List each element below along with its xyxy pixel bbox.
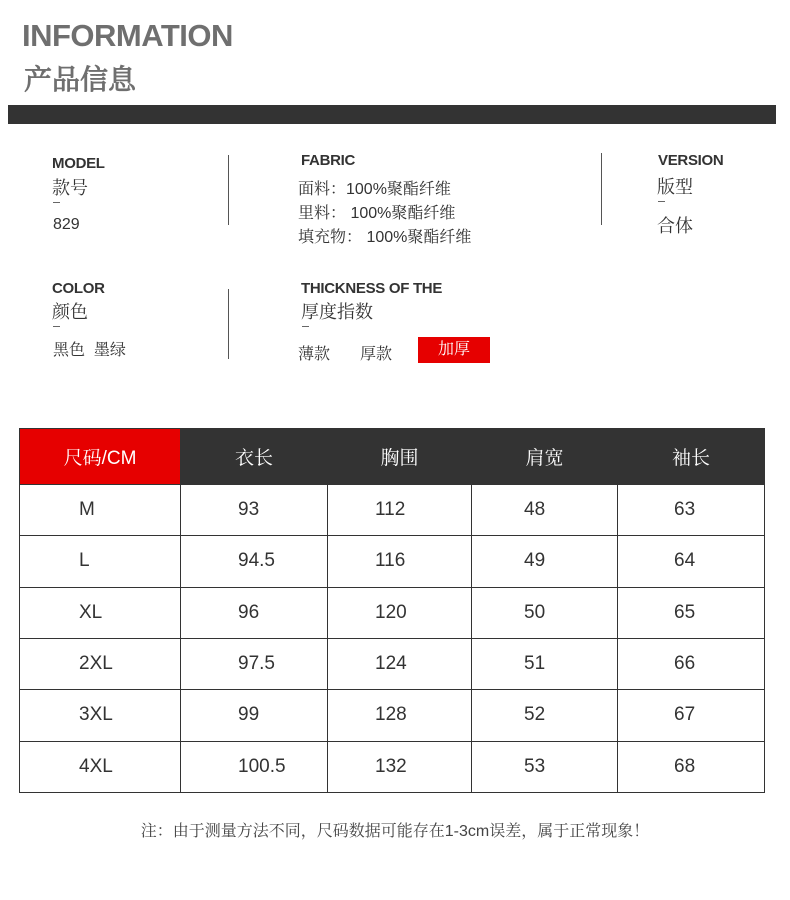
header-shoulder: 肩宽 [472, 429, 618, 485]
cell-size: L [20, 536, 181, 587]
color-dash [53, 326, 60, 327]
fabric-line-filling: 填充物： 100%聚酯纤维 [298, 229, 472, 246]
cell-length: 96 [181, 587, 328, 638]
model-value: 829 [53, 216, 80, 233]
header-chest: 胸围 [328, 429, 472, 485]
cell-size: 2XL [20, 638, 181, 689]
table-header-row [20, 429, 765, 485]
thickness-option-thin: 薄款 [298, 346, 331, 363]
cell-chest: 128 [328, 690, 472, 741]
cell-sleeve: 63 [618, 485, 765, 536]
model-dash [53, 202, 60, 203]
table-row [20, 690, 765, 741]
cell-length: 100.5 [181, 741, 328, 792]
cell-size: 4XL [20, 741, 181, 792]
cell-shoulder: 53 [472, 741, 618, 792]
cell-shoulder: 52 [472, 690, 618, 741]
cell-shoulder: 48 [472, 485, 618, 536]
cell-shoulder: 50 [472, 587, 618, 638]
header-divider-bar [8, 105, 776, 124]
cell-chest: 120 [328, 587, 472, 638]
table-row [20, 741, 765, 792]
cell-sleeve: 68 [618, 741, 765, 792]
thickness-label-cn: 厚度指数 [301, 302, 373, 322]
cell-size: M [20, 485, 181, 536]
fabric-label-en: FABRIC [301, 152, 356, 169]
model-label-cn: 款号 [52, 178, 88, 198]
table-row [20, 587, 765, 638]
divider-line [228, 155, 229, 225]
divider-line [601, 153, 602, 225]
cell-length: 99 [181, 690, 328, 741]
cell-length: 94.5 [181, 536, 328, 587]
measurement-note: 注：由于测量方法不同，尺码数据可能存在1-3cm误差，属于正常现象！ [140, 823, 650, 840]
cell-sleeve: 65 [618, 587, 765, 638]
cell-shoulder: 51 [472, 638, 618, 689]
thickness-label-en: THICKNESS OF THE [301, 280, 443, 297]
cell-size: XL [20, 587, 181, 638]
size-table [19, 428, 765, 793]
cell-sleeve: 67 [618, 690, 765, 741]
cell-chest: 132 [328, 741, 472, 792]
version-label-cn: 版型 [657, 177, 693, 197]
cell-length: 93 [181, 485, 328, 536]
header-size: 尺码/CM [20, 429, 181, 485]
table-row [20, 536, 765, 587]
cell-sleeve: 66 [618, 638, 765, 689]
color-label-cn: 颜色 [52, 302, 88, 322]
header-sleeve: 袖长 [618, 429, 765, 485]
cell-length: 97.5 [181, 638, 328, 689]
fabric-line-outer: 面料：100%聚酯纤维 [298, 181, 451, 198]
thickness-option-thick: 厚款 [360, 346, 393, 363]
table-row [20, 485, 765, 536]
page-title-en: INFORMATION [22, 18, 233, 53]
cell-chest: 112 [328, 485, 472, 536]
version-value: 合体 [657, 216, 693, 236]
page-title-cn: 产品信息 [24, 64, 137, 95]
thickness-dash [302, 326, 309, 327]
cell-chest: 116 [328, 536, 472, 587]
version-dash [658, 201, 665, 202]
cell-chest: 124 [328, 638, 472, 689]
fabric-line-lining: 里料： 100%聚酯纤维 [298, 205, 456, 222]
cell-shoulder: 49 [472, 536, 618, 587]
model-label-en: MODEL [52, 155, 105, 172]
thickness-option-selected: 加厚 [418, 337, 490, 363]
version-label-en: VERSION [658, 152, 724, 169]
cell-sleeve: 64 [618, 536, 765, 587]
divider-line [228, 289, 229, 359]
cell-size: 3XL [20, 690, 181, 741]
header-length: 衣长 [181, 429, 328, 485]
color-label-en: COLOR [52, 280, 105, 297]
table-row [20, 638, 765, 689]
color-value: 黑色 墨绿 [53, 342, 126, 359]
